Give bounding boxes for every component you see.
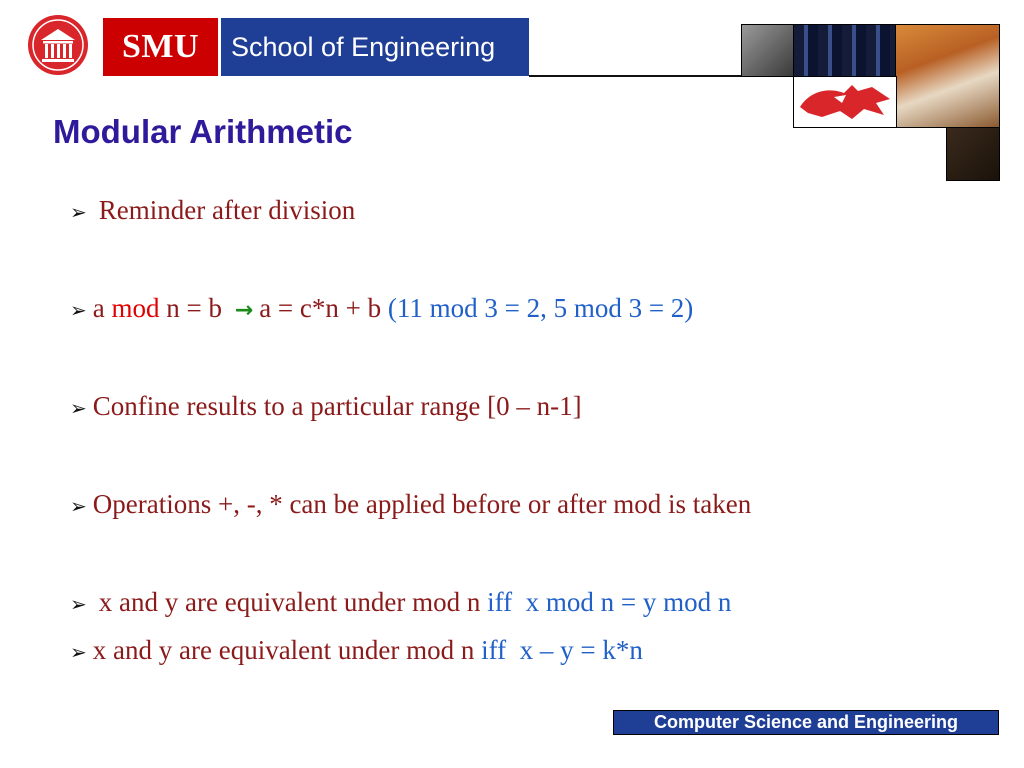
bullet-arrow-icon: ➢ xyxy=(70,298,87,322)
bullet-text-formula: a = c*n + b xyxy=(259,293,388,323)
footer-department-badge: Computer Science and Engineering xyxy=(613,710,999,735)
bullet-text-a: a xyxy=(92,293,112,323)
bullet-arrow-icon: ➢ xyxy=(70,494,87,518)
bullet-arrow-icon: ➢ xyxy=(70,640,87,664)
bullet-item xyxy=(70,631,990,669)
slide-title: Modular Arithmetic xyxy=(53,113,353,150)
bullet-item xyxy=(70,191,990,229)
photo-architecture xyxy=(793,24,897,77)
bullet-text: x and y are equivalent under mod n xyxy=(98,587,488,617)
implies-arrow-icon: → xyxy=(234,298,254,323)
bullet-arrow-icon: ➢ xyxy=(70,592,87,616)
bullet-text-iff: iff x – y = k*n xyxy=(481,635,643,665)
bullet-text: Reminder after division xyxy=(98,195,356,225)
bullet-text-iff: iff x mod n = y mod n xyxy=(487,587,732,617)
bullet-text: Confine results to a particular range [0 – n-1] xyxy=(92,391,582,421)
photo-campus xyxy=(895,24,1000,128)
mustang-logo-icon xyxy=(794,77,896,127)
bullet-item xyxy=(70,485,990,523)
bullet-text: x and y are equivalent under mod n xyxy=(92,635,482,665)
brand-smu-label: SMU xyxy=(103,18,221,76)
photo-students xyxy=(946,127,1000,181)
bullet-list xyxy=(70,191,990,669)
bullet-text-mod: mod xyxy=(111,293,160,323)
bullet-arrow-icon: ➢ xyxy=(70,200,87,224)
bullet-item xyxy=(70,387,990,425)
photo-portrait xyxy=(741,24,794,77)
university-seal-icon xyxy=(27,14,89,76)
bullet-text: Operations +, -, * can be applied before or after mod is taken xyxy=(92,489,752,519)
photo-mustang-logo xyxy=(793,76,897,128)
school-brand-banner xyxy=(103,18,529,76)
bullet-item xyxy=(70,289,990,327)
bullet-arrow-icon: ➢ xyxy=(70,396,87,420)
header-divider xyxy=(529,75,743,77)
bullet-item xyxy=(70,583,990,621)
bullet-text-example: (11 mod 3 = 2, 5 mod 3 = 2) xyxy=(387,293,694,323)
bullet-text-rest: n = b xyxy=(159,293,229,323)
brand-school-label: School of Engineering xyxy=(221,18,529,76)
